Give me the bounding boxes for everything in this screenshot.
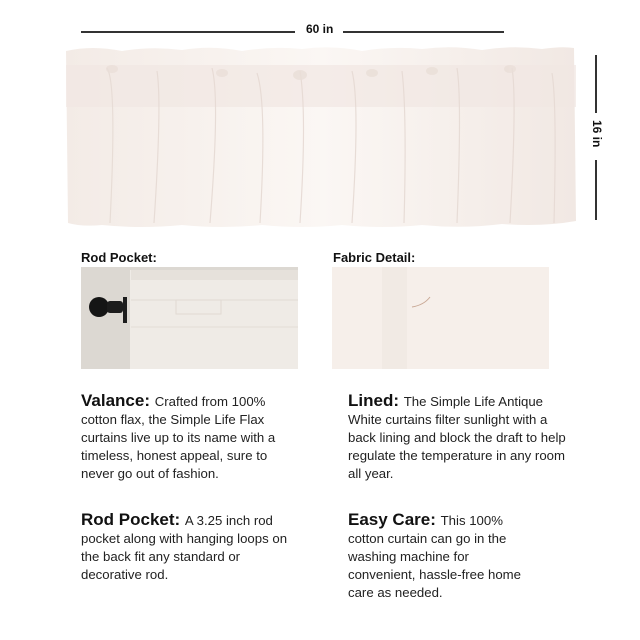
rod-pocket-detail-label: Rod Pocket: bbox=[81, 250, 157, 265]
rod-pocket-photo bbox=[81, 267, 298, 369]
dimension-line bbox=[595, 55, 597, 113]
feature-rod-pocket bbox=[81, 511, 296, 584]
fabric-detail-label: Fabric Detail: bbox=[333, 250, 416, 265]
feature-text: This 100% cotton curtain can go in the washing machine for convenient, hassle-free home care as needed. bbox=[348, 513, 522, 600]
rod-finial-icon bbox=[89, 297, 109, 317]
feature-title: Lined: bbox=[348, 391, 404, 410]
feature-text: The Simple Life Antique White curtains filter sunlight with a back lining and block the draft to help regulate the temperature in any room all year. bbox=[348, 394, 566, 481]
fabric-detail-photo bbox=[332, 267, 549, 369]
feature-text: Crafted from 100% cotton flax, the Simple Life Flax curtains live up to its name with a timeless, honest appeal, sure to never go out of fashion. bbox=[81, 394, 276, 481]
width-dimension bbox=[81, 22, 504, 40]
feature-valance bbox=[81, 392, 291, 483]
feature-title: Valance: bbox=[81, 391, 155, 410]
dimension-line bbox=[343, 31, 504, 33]
feature-text: A 3.25 inch rod pocket along with hanging loops on the back fit any standard or decorative rod. bbox=[81, 513, 288, 582]
valance-product-image bbox=[62, 43, 578, 229]
feature-easy-care bbox=[348, 511, 528, 602]
height-label: 16 in bbox=[590, 120, 604, 148]
height-dimension bbox=[586, 55, 606, 220]
feature-lined bbox=[348, 392, 573, 483]
dimension-line bbox=[595, 160, 597, 220]
width-label: 60 in bbox=[306, 22, 334, 36]
feature-title: Rod Pocket: bbox=[81, 510, 185, 529]
feature-title: Easy Care: bbox=[348, 510, 441, 529]
dimension-line bbox=[81, 31, 295, 33]
